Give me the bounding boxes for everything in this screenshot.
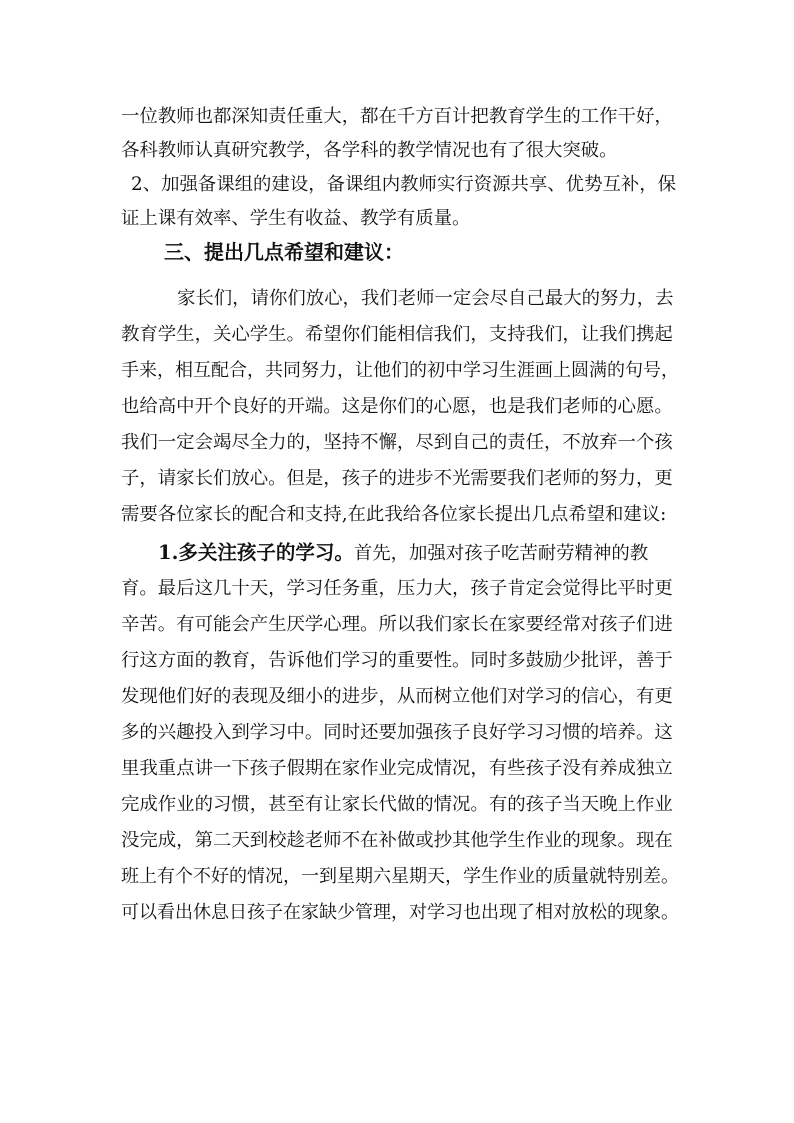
paragraph-line: 一位教师也都深知责任重大，都在千方百计把教育学生的工作干好， — [121, 106, 673, 127]
section-heading: 三、提出几点希望和建议： — [164, 240, 404, 264]
paragraph-line: 证上课有效率、学生有收益、教学有质量。 — [121, 208, 471, 229]
paragraph-line: 各科教师认真研究教学，各学科的教学情况也有了很大突破。 — [121, 140, 618, 161]
paragraph-line: 发现他们好的表现及细小的进步，从而树立他们对学习的信心，有更 — [121, 686, 673, 707]
bold-lead-text: 1.多关注孩子的学习。 — [158, 541, 354, 564]
paragraph-line: 手来，相互配合，共同努力，让他们的初中学习生涯画上圆满的句号， — [121, 360, 679, 381]
paragraph-line: 也给高中开个良好的开端。这是你们的心愿，也是我们老师的心愿。 — [121, 396, 673, 417]
paragraph-line: 教育学生，关心学生。希望你们能相信我们，支持我们，让我们携起 — [121, 324, 673, 345]
paragraph-line: 育。最后这几十天，学习任务重，压力大，孩子肯定会觉得比平时更 — [121, 578, 673, 599]
paragraph-line: 我们一定会竭尽全力的，坚持不懈，尽到自己的责任，不放弃一个孩 — [121, 432, 673, 453]
paragraph-line: 家长们，请你们放心，我们老师一定会尽自己最大的努力，去 — [177, 288, 674, 309]
paragraph-line: 子，请家长们放心。但是，孩子的进步不光需要我们老师的努力，更 — [121, 468, 673, 489]
list-item-line: 2、加强备课组的建设，备课组内教师实行资源共享、优势互补，保 — [131, 174, 677, 195]
paragraph-line: 可以看出休息日孩子在家缺少管理，对学习也出现了相对放松的现象。 — [121, 902, 679, 923]
paragraph-line: 辛苦。有可能会产生厌学心理。所以我们家长在家要经常对孩子们进 — [121, 614, 673, 635]
paragraph-line: 班上有个不好的情况，一到星期六星期天，学生作业的质量就特别差。 — [121, 866, 679, 887]
paragraph-first-line — [158, 542, 648, 565]
paragraph-line: 行这方面的教育，告诉他们学习的重要性。同时多鼓励少批评，善于 — [121, 650, 673, 671]
paragraph-line: 没完成，第二天到校趁老师不在补做或抄其他学生作业的现象。现在 — [121, 830, 673, 851]
paragraph-line: 里我重点讲一下孩子假期在家作业完成情况，有些孩子没有养成独立 — [121, 758, 673, 779]
lead-rest-text: 首先，加强对孩子吃苦耐劳精神的教 — [353, 543, 649, 564]
paragraph-line: 完成作业的习惯，甚至有让家长代做的情况。有的孩子当天晚上作业 — [121, 794, 673, 815]
paragraph-line: 多的兴趣投入到学习中。同时还要加强孩子良好学习习惯的培养。这 — [121, 722, 673, 743]
paragraph-line: 需要各位家长的配合和支持,在此我给各位家长提出几点希望和建议: — [121, 504, 667, 525]
